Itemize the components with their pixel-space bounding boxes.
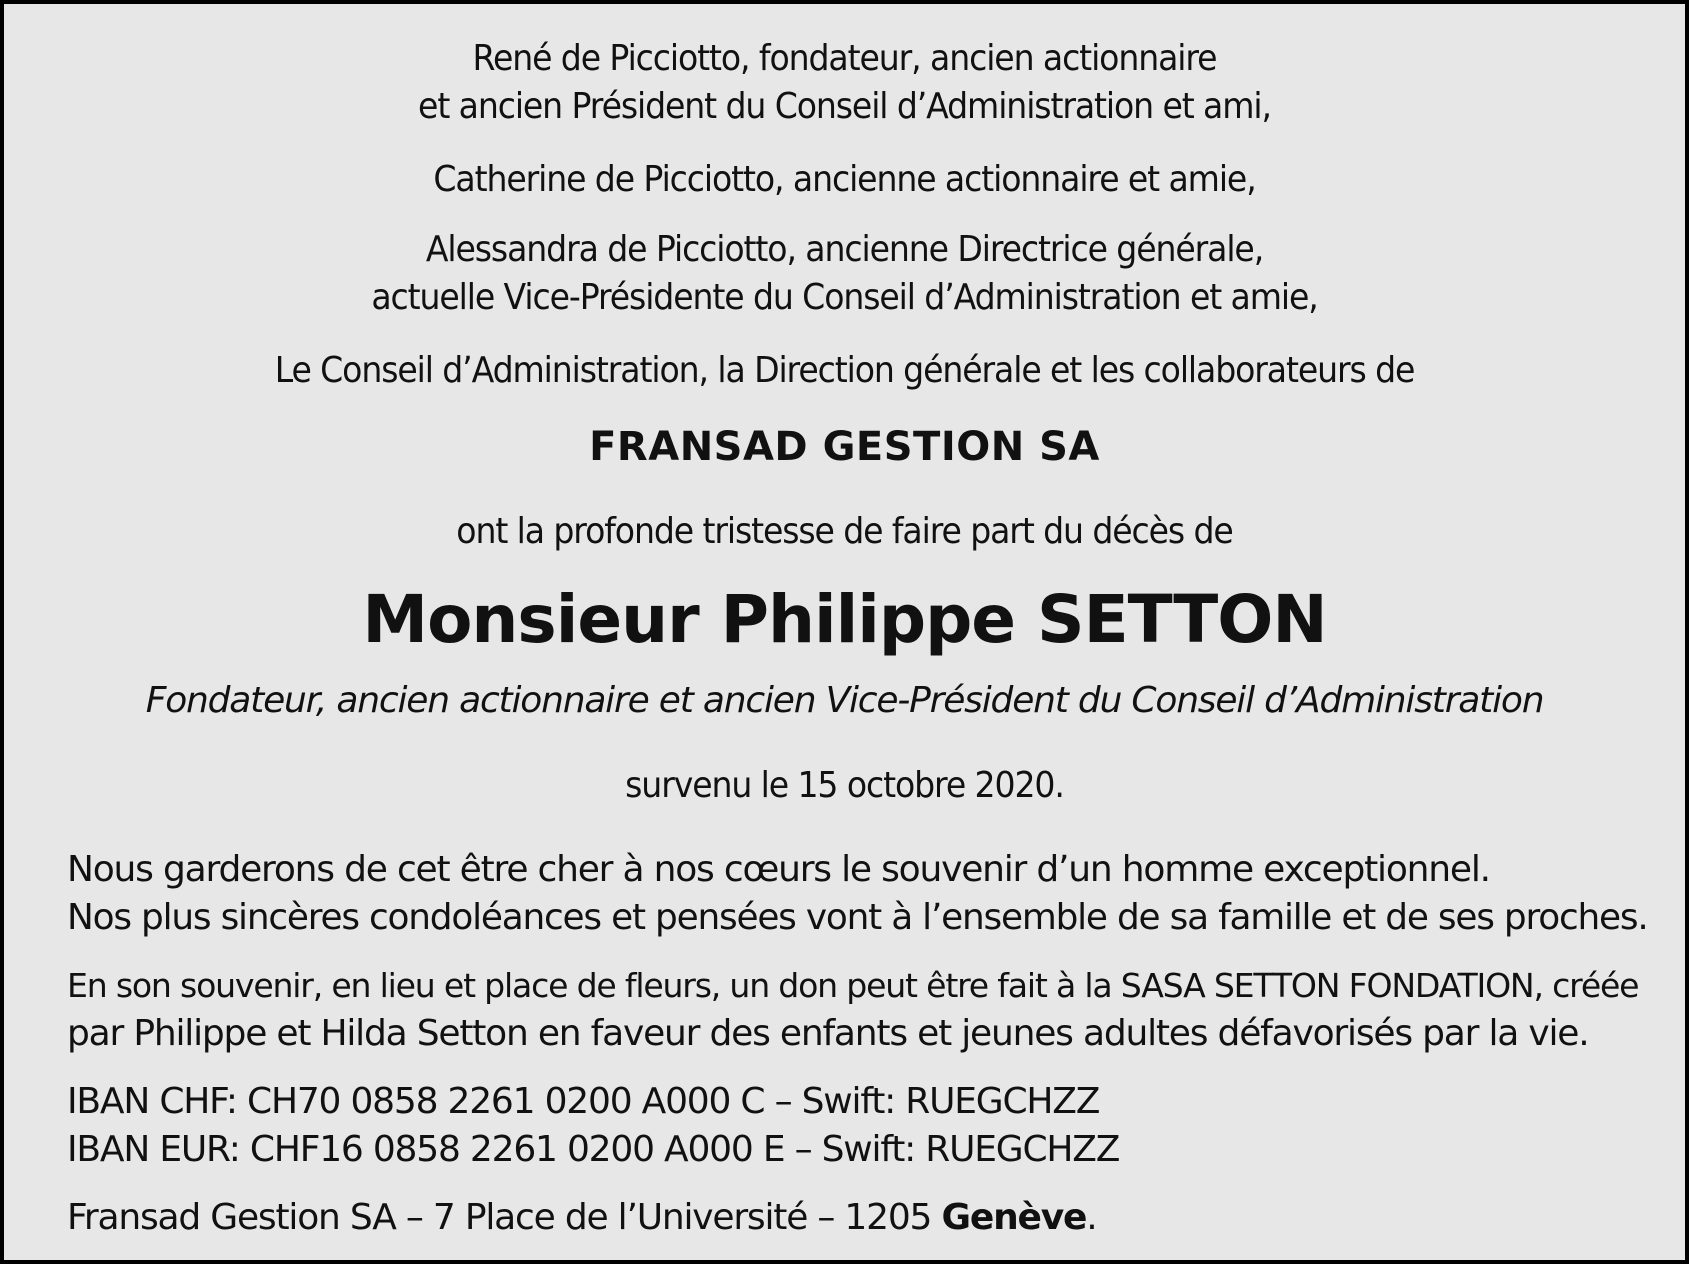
address-prefix: Fransad Gestion SA – 7 Place de l’Université – 1205 [67, 1197, 942, 1238]
donation-line-2: par Philippe et Hilda Setton en faveur des enfants et jeunes adultes défavorisés par la vie. [67, 1013, 1589, 1054]
deceased-role: Fondateur, ancien actionnaire et ancien Vice-Président du Conseil d’Administration [145, 680, 1544, 721]
message-line-1: Nous garderons de cet être cher à nos cœurs le souvenir d’un homme exceptionnel. [67, 849, 1490, 890]
catherine-line: Catherine de Picciotto, ancienne actionnaire et amie, [433, 159, 1256, 200]
iban-eur: IBAN EUR: CHF16 0858 2261 0200 A000 E – Swift: RUEGCHZZ [67, 1129, 1120, 1170]
donation-paragraph [67, 962, 1647, 1058]
company-name: FRANSAD GESTION SA [589, 424, 1100, 470]
conseil-paragraph [71, 347, 1618, 395]
catherine-paragraph [71, 156, 1618, 204]
address-city: Genève [941, 1197, 1087, 1238]
donation-line-1: En son souvenir, en lieu et place de fleurs, un don peut être fait à la SASA SETTON FONDATION, créée [67, 966, 1639, 1005]
rene-line-1: René de Picciotto, fondateur, ancien actionnaire [472, 38, 1217, 79]
message-line-2: Nos plus sincères condoléances et pensées vont à l’ensemble de sa famille et de ses proches. [67, 897, 1648, 938]
address-suffix: . [1086, 1197, 1097, 1238]
iban-chf: IBAN CHF: CH70 0858 2261 0200 A000 C – Swift: RUEGCHZZ [67, 1081, 1100, 1122]
bank-details [67, 1078, 1647, 1174]
conseil-line: Le Conseil d’Administration, la Direction générale et les collaborateurs de [274, 350, 1415, 391]
alessandra-line-1: Alessandra de Picciotto, ancienne Directrice générale, [425, 229, 1264, 270]
deceased-name: Monsieur Philippe SETTON [362, 581, 1327, 658]
announcement-line: ont la profonde tristesse de faire part du décès de [456, 511, 1233, 552]
rene-line-2: et ancien Président du Conseil d’Administration et ami, [418, 86, 1271, 127]
rene-paragraph [71, 35, 1618, 131]
message-paragraph [67, 846, 1647, 942]
address-line [67, 1194, 1647, 1242]
alessandra-line-2: actuelle Vice-Présidente du Conseil d’Administration et amie, [371, 277, 1318, 318]
death-date: survenu le 15 octobre 2020. [625, 765, 1064, 806]
alessandra-paragraph [71, 226, 1618, 322]
